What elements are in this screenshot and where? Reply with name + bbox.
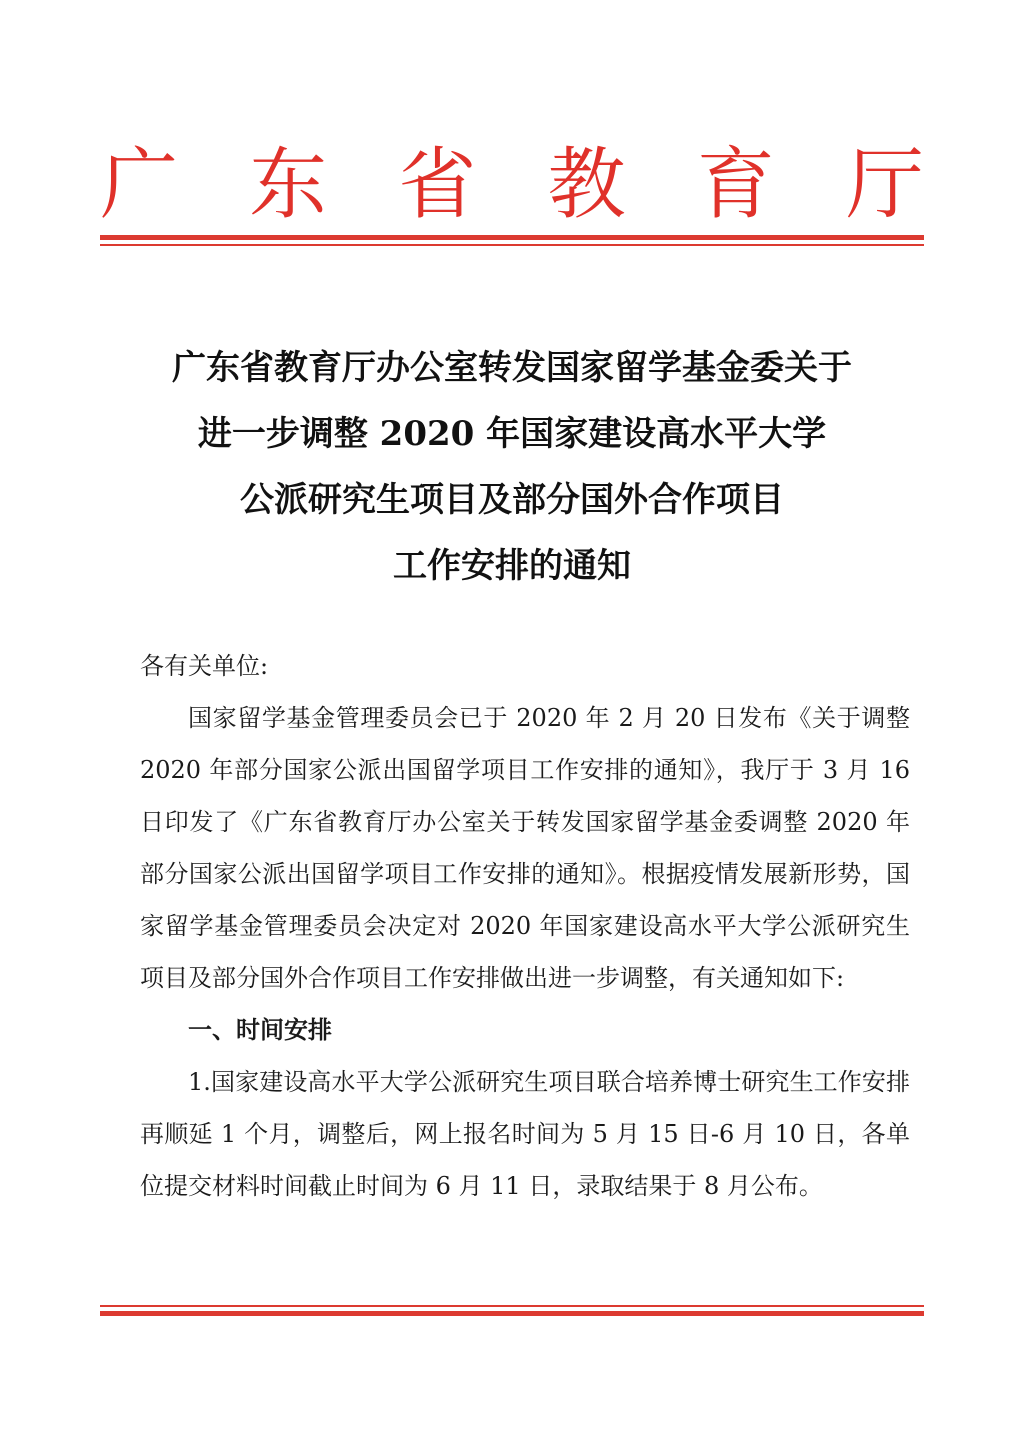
letterhead-divider [100, 235, 924, 246]
footer-divider [100, 1305, 924, 1316]
title-line: 公派研究生项目及部分国外合作项目 [240, 480, 784, 520]
letterhead-char: 育 [696, 140, 775, 230]
body-paragraph: 1.国家建设高水平大学公派研究生项目联合培养博士研究生工作安排再顺延 1 个月，调整后，网上报名时间为 5 月 15 日-6 月 10 日，各单位提交材料时间截止时间为 6 月 11 日，录取结果于 8 月公布。 [140, 1068, 910, 1200]
document-body [140, 640, 910, 1212]
letterhead-char: 广 [100, 140, 179, 230]
title-line: 工作安排的通知 [393, 546, 631, 586]
letterhead-char: 东 [249, 140, 328, 230]
letterhead-char: 省 [398, 140, 477, 230]
salutation: 各有关单位: [140, 652, 269, 680]
document-title [100, 335, 924, 599]
title-line: 进一步调整 2020 年国家建设高水平大学 [197, 414, 827, 454]
letterhead-char: 教 [547, 140, 626, 230]
letterhead-char: 厅 [845, 140, 924, 230]
section-heading: 一、时间安排 [188, 1016, 332, 1044]
letterhead-title [100, 140, 924, 230]
body-paragraph: 国家留学基金管理委员会已于 2020 年 2 月 20 日发布《关于调整 2020 年部分国家公派出国留学项目工作安排的通知》，我厅于 3 月 16 日印发了《广东省教育厅办公室关于转发国家留学基金委调整 2020 年部分国家公派出国留学项目工作安排的通知》。根据疫情发展新形势，国家留学基金管理委员会决定对 2020 年国家建设高水平大学公派研究生项目及部分国外合作项目工作安排做出进一步调整，有关通知如下: [140, 704, 910, 992]
title-line: 广东省教育厅办公室转发国家留学基金委关于 [172, 348, 852, 388]
